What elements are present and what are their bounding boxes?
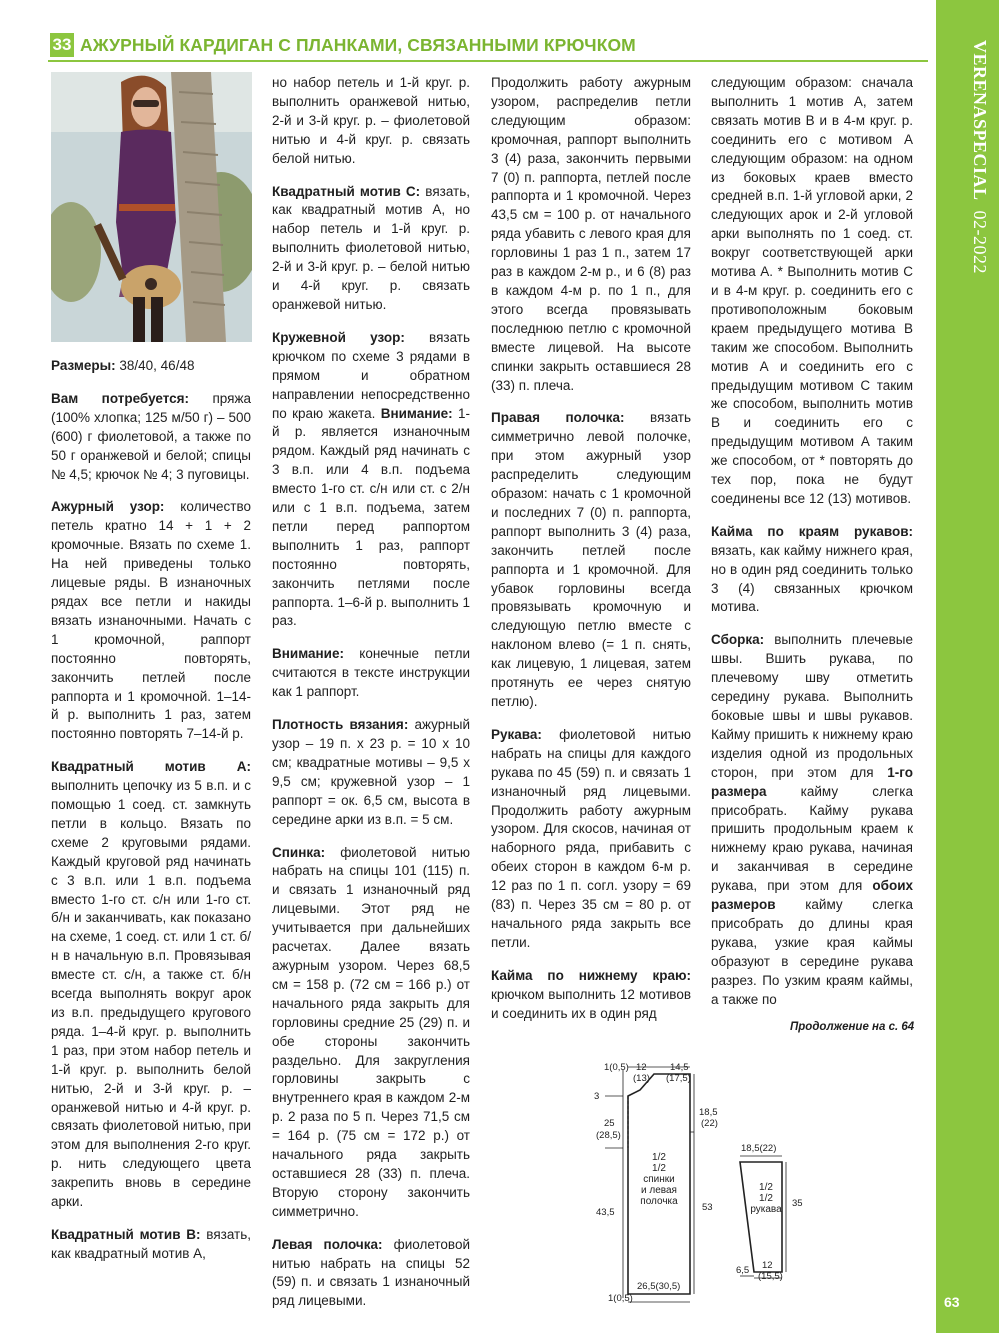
side-strip-text [968, 40, 998, 340]
article-number: 33 [50, 33, 74, 57]
motif-b-cont-paragraph [272, 74, 470, 169]
motif-c-text: вязать, как квадратный мотив А, но набор петель и 1-й круг. р. выполнить фиолетовой нитью, 2-й и 3-й круг. р. – белой нитью и 4-й круг. р. связать оранжевой нитью. [272, 183, 470, 312]
motif-a-paragraph [51, 758, 251, 1212]
body-label-neck-depth: 25 [604, 1118, 615, 1129]
body-center-line-3: спинки [643, 1174, 675, 1185]
body-label-top-mid: 12 [636, 1062, 647, 1073]
assembly-text-3: кайму слегка присобрать до длины края рукава, узкие края каймы образуют в середине рукава разрез. По узким краям каймы, а также по [711, 897, 913, 1007]
back-text: фиолетовой нитью набрать на спицы 101 (115) п. и связать 1 изнаночный ряд лицевыми. Этот ряд не учитывается при дальнейших расчетах. Далее вязать ажурным узором. Через 68,5 см = 158 р. (72 см = 166 р.) от начального ряда закрыть для горловины средние 25 (29) п. и обе стороны закончить раздельно. Для закругления горловины закрыть с внутреннего края в каждом 2-м р. 2 раза по 5 п. Через 71,5 см = 164 р. (75 см = 172 р.) от начального ряда закрыть оставшиеся 28 (33) п. плеча. Вторую сторону закончить симметрично. [272, 844, 470, 1219]
sleeves-text: фиолетовой нитью набрать на спицы для каждого рукава по 45 (59) п. и связать 1 изнаночный ряд лицевыми. Продолжить работу ажурным узором. Для скосов, начиная от наборного ряда, прибавить с обеих сторон в каждом 6-м р. 12 раз по 1 п. согл. узору = 69 (83) п. Через 35 см = 80 р. от начального ряда закрыть все петли. [491, 726, 691, 950]
bottom-border-paragraph [491, 967, 691, 1024]
back-paragraph [272, 844, 470, 1222]
sleeve-schematic-lines [730, 1140, 840, 1285]
sleeve-label-bottom-mid: 12 [762, 1260, 773, 1271]
crochet-lace-text: вязать крючком по схеме 3 рядами в прямом и обратном направлении непосредственно по краю жакета. [272, 329, 470, 421]
body-center-line-5: полочка [640, 1196, 678, 1207]
model-photo [51, 72, 252, 342]
sleeve-center-line-1: 1/2 [759, 1182, 773, 1193]
body-label-top-right2: (17,5) [666, 1073, 691, 1084]
assembly-text-2: кайму слегка присобрать. Кайму рукава пришить продольным краем к нижнему краю рукава, начиная и заканчивая в середине рукава, при этом для [711, 783, 913, 894]
model-photo-illustration [51, 72, 252, 342]
right-front-paragraph [491, 409, 691, 712]
page-number: 63 [944, 1294, 960, 1310]
body-label-top-mid2: (13) [633, 1073, 650, 1084]
both-sizes-label: обоих размеров [711, 878, 913, 913]
article-header [48, 30, 928, 62]
materials-paragraph [51, 390, 251, 485]
lace-pattern-text: количество петель кратно 14 + 1 + 2 кромочные. Вязать по схеме 1. На ней приведены только лицевые ряды. В изнаночных рядах все петли и накиды вязать изнаночными. Начать с 1 кромочной, раппорт постоянно повторять, закончить петлей после раппорта и 1 кромочной. 1–14-й р. выполнить 1 раз, затем постоянно повторять 7–14-й р. [51, 499, 251, 742]
article-title: АЖУРНЫЙ КАРДИГАН С ПЛАНКАМИ, СВЯЗАННЫМИ КРЮЧКОМ [80, 35, 636, 55]
body-label-bottom-left: 1(0,5) [608, 1293, 633, 1304]
body-label-lower-h: 43,5 [596, 1207, 615, 1218]
body-center-line-1: 1/2 [652, 1152, 666, 1163]
motif-b-label: Квадратный мотив В: [51, 1226, 201, 1242]
sizes-label: Размеры: [51, 358, 116, 373]
sleeve-label-bottom-left: 6,5 [736, 1265, 750, 1276]
sleeves-label: Рукава: [491, 726, 542, 742]
materials-label: Вам потребуется: [51, 390, 190, 406]
body-label-neck-depth2: (28,5) [596, 1130, 621, 1141]
gauge-paragraph [272, 716, 470, 829]
motif-c-label: Квадратный мотив С: [272, 183, 421, 199]
lace-pattern-label: Ажурный узор: [51, 499, 165, 515]
back-label: Спинка: [272, 844, 326, 860]
attention-paragraph [272, 645, 470, 702]
brand-name: VERENA [970, 40, 990, 120]
motif-b-cont-text: но набор петель и 1-й круг. р. выполнить оранжевой нитью, 2-й и 3-й круг. р. – фиолетовой нитью и 4-й круг. р. связать белой нитью. [272, 75, 470, 166]
left-front-label: Левая полочка: [272, 1236, 383, 1252]
body-label-top-left: 1(0,5) [604, 1062, 629, 1073]
materials-text: пряжа (100% хлопка; 125 м/50 г) – 500 (600) г фиолетовой, а также по 50 г оранжевой и белой; спицы № 4,5; крючок № 4; 3 пуговицы. [51, 390, 251, 482]
attention-text: 1-й р. является изнаночным рядом. Каждый ряд начинать с 3 в.п. или 4 в.п. подъема вместо 1-го ст. с/н или ст. с 2/н или с 1 в.п. подъема, затем петли перед раппортом выполнить 1 раз, раппорт постоянно повторять, закончить петлями после раппорта. 1–6-й р. выполнить 1 раз. [272, 405, 470, 629]
assembly-paragraph [711, 631, 913, 1009]
left-front-cont-paragraph [491, 74, 691, 395]
attention2-text: конечные петли считаются в тексте инструкции как 1 раппорт. [272, 646, 470, 700]
continued-note: Продолжение на с. 64 [790, 1021, 915, 1033]
attention2-label: Внимание: [272, 646, 344, 662]
sleeves-paragraph [491, 726, 691, 953]
assembly-text: выполнить плечевые швы. Вшить рукава, по плечевому шву отметить середину рукава. Выполнить боковые швы и швы рукавов. Кайму пришить к нижнему краю изделия одной из продольных сторон, при этом для [711, 632, 913, 780]
left-front-cont-text: Продолжить работу ажурным узором, распределив петли следующим образом: кромочная, раппорт выполнить 3 (4) раза, закончить первыми 7 (0) п. раппорта, петлей после раппорта и 1 кромочной. Через 43,5 см = 100 р. от начального ряда убавить с левого края для горловины 1 раз 1 п., затем 17 раз в каждом 2-м р., и 6 (8) раз в каждом 4-м р. по 1 п., для этого всегда провязывать последнюю петлю с кромочной вместе лицевой. На высоте спинки закрыть оставшиеся 28 (33) п. плеча. [491, 75, 691, 393]
attention-label: Внимание: [380, 405, 453, 421]
right-front-label: Правая полочка: [491, 410, 625, 426]
sizes-paragraph [51, 357, 251, 376]
brand-special: SPECIAL [970, 119, 990, 201]
body-label-full-h: 53 [702, 1202, 713, 1213]
sleeve-border-label: Кайма по краям рукавов: [711, 523, 913, 539]
gauge-text: ажурный узор – 19 п. х 23 р. = 10 х 10 см; квадратные мотивы – 9,5 х 9,5 см; кружевной узор – 1 раппорт = ок. 6,5 см, высота в середине арки из в.п. = 5 см. [272, 717, 470, 827]
body-label-top-right: 14,5 [670, 1062, 689, 1073]
bottom-border-label: Кайма по нижнему краю: [491, 967, 691, 983]
left-front-paragraph [272, 1236, 470, 1312]
size1-label: 1-го размера [711, 764, 913, 799]
body-label-shoulder-h2: (22) [701, 1118, 718, 1129]
issue-number: 02-2022 [970, 210, 990, 275]
text-column-3 [491, 74, 691, 1038]
sleeve-label-top: 18,5(22) [741, 1143, 777, 1154]
text-column-2 [272, 74, 470, 1325]
motif-c-paragraph [272, 183, 470, 315]
sleeve-center-line-2: 1/2 [759, 1193, 773, 1204]
text-column-4 [711, 74, 913, 1024]
sleeve-border-text: вязать, как кайму нижнего края, но в один ряд соединить только 3 (4) связанных крючком мотива. [711, 542, 913, 615]
crochet-lace-label: Кружевной узор: [272, 329, 405, 345]
lace-pattern-paragraph [51, 498, 251, 744]
sleeve-label-bottom-mid2: (15,5) [758, 1271, 783, 1282]
sleeve-label-height: 35 [792, 1198, 803, 1209]
motif-b-text: вязать, как квадратный мотив А, [51, 1226, 251, 1261]
joining-text: следующим образом: сначала выполнить 1 мотив А, затем связать мотив В и в 4-м круг. р. соединить его с мотивом А следующим образом: на одном из боковых краев вместо средней в.п. 1-й угловой арки, 2 следующих арок и 2-й угловой арки выполнять по 1 соед. ст. вокруг соответствующей арки мотива А. * Выполнить мотив С и в 4-м круг. р. соединить его с противоположным боковым краем предыдущего мотива В таким же способом. Выполнить мотив А и соединить его с предыдущим мотивом С таким же способом, выполнить мотив В и соединить его с предыдущим мотивом А таким же способом, от * повторять до тех пор, пока не будут соединены все 12 (13) мотивов. [711, 75, 913, 506]
body-label-shoulder-h: 18,5 [699, 1107, 718, 1118]
sleeve-center-line-3: рукава [750, 1204, 782, 1215]
gauge-label: Плотность вязания: [272, 717, 409, 733]
sleeve-center-label [748, 1182, 784, 1215]
sleeve-schematic [730, 1140, 840, 1285]
body-center-label [628, 1152, 690, 1207]
assembly-label: Сборка: [711, 632, 765, 648]
text-column-1 [51, 357, 251, 1278]
motif-a-text: выполнить цепочку из 5 в.п. и с помощью 1 соед. ст. замкнуть петли в кольцо. Вязать по схеме 2 круговыми рядами. Каждый круговой ряд начинать с 3 в.п. или 1 в.п. подъема вместо 1-го ст. с/н или 1-го ст. б/н и заканчивать, как показано на схеме, 1 соед. ст. или 1 ст. б/н в начальную в.п. Провязывая вместе ст. с/н, а также ст. б/н всегда выполнять вокруг арок из в.п. предыдущего кругового ряда. 1–4-й круг. р. выполнить 1 раз, при этом набор петель и 1-й круг. р. выполнить белой нитью, 2-й и 3-й круг. р. – оранжевой нитью и 4-й круг. р. связать фиолетовой нитью, при этом для выполнения 2-го круг. р. нить следующего цвета закрепить вновь в середине арки. [51, 778, 251, 1210]
motif-b-paragraph [51, 1226, 251, 1264]
bottom-border-text: крючком выполнить 12 мотивов и соединить их в один ряд [491, 986, 691, 1021]
motif-a-label: Квадратный мотив А: [51, 759, 251, 775]
sleeve-border-paragraph [711, 523, 913, 618]
body-schematic [590, 1062, 740, 1307]
body-label-bottom-w: 26,5(30,5) [637, 1281, 681, 1292]
body-center-line-4: и левая [641, 1185, 677, 1196]
body-label-neck-drop: 3 [594, 1091, 600, 1102]
left-front-text: фиолетовой нитью набрать на спицы 52 (59) п. и связать 1 изнаночный ряд лицевыми. [272, 1236, 470, 1309]
body-center-line-2: 1/2 [652, 1163, 666, 1174]
crochet-lace-paragraph [272, 329, 470, 632]
right-front-text: вязать симметрично левой полочке, при этом ажурный узор распределить следующим образом: начать с 1 кромочной и последних 7 (0) п. раппорта, раппорт выполнить 3 (4) раза, закончить петлей после раппорта и 1 кромочной. Для убавок горловины всегда провязывать кромочную и следующую петлю вместе с наклоном влево (= 1 п. снять, как лицевую, 1 лицевая, затем протянуть ее через снятую петлю). [491, 410, 692, 709]
joining-paragraph [711, 74, 913, 509]
sizes-text: 38/40, 46/48 [115, 358, 195, 373]
